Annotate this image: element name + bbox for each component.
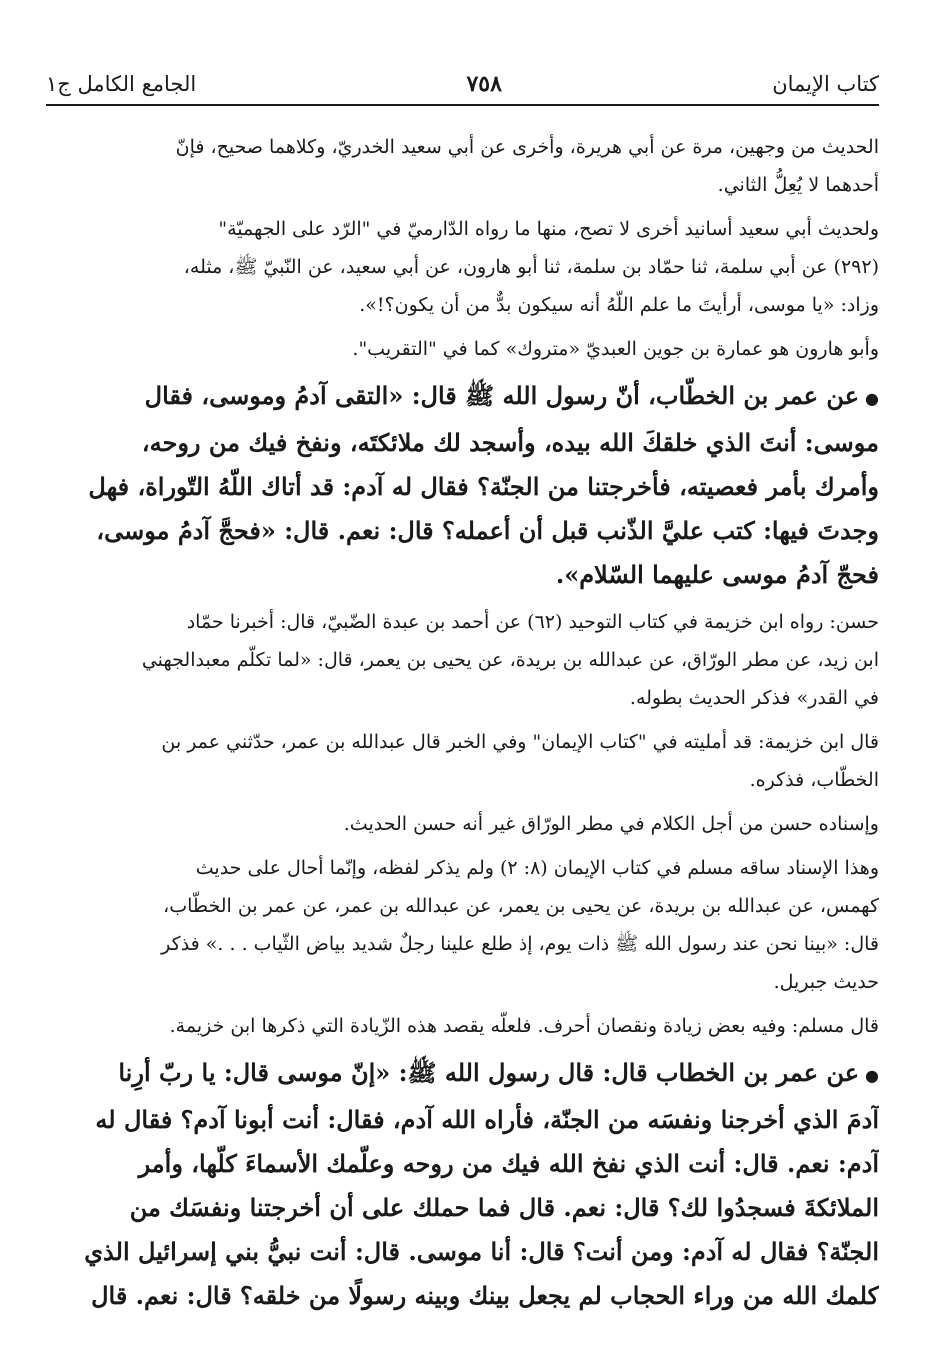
text-line (46, 887, 879, 925)
commentary-paragraph (46, 210, 879, 324)
commentary-paragraph (46, 723, 879, 799)
text-line (46, 1051, 879, 1098)
line-text: في القدر» فذكر الحديث بطوله. (629, 687, 879, 709)
page-body (46, 128, 879, 1324)
text-line (46, 248, 879, 286)
text-line (46, 925, 879, 963)
commentary-paragraph (46, 1007, 879, 1045)
line-text: كهمس، عن عبدالله بن بريدة، عن يحيى بن يعمر، عن عبدالله بن عمر، عن عمر بن الخطّاب، (163, 895, 879, 917)
volume-label: الجامع الكامل ج١ (46, 72, 197, 96)
text-line (46, 1142, 879, 1186)
line-text: عن عمر بن الخطاب قال: قال رسول الله ﷺ: «إنّ موسى قال: يا ربّ أرِنا (118, 1058, 860, 1087)
line-text: وإسناده حسن من أجل الكلام في مطر الورّاق غير أنه حسن الحديث. (343, 813, 879, 835)
text-line (46, 1007, 879, 1045)
bullet-icon: ● (865, 1066, 879, 1085)
line-text: (٢٩٢) عن أبي سلمة، ثنا حمّاد بن سلمة، ثنا أبو هارون، عن أبي سعيد، عن النّبيّ ﷺ، مثله، (183, 256, 879, 278)
text-line (46, 128, 879, 166)
book-title: كتاب الإيمان (772, 72, 879, 96)
text-line (46, 1274, 879, 1318)
text-line (46, 679, 879, 717)
text-line (46, 805, 879, 843)
commentary-paragraph (46, 330, 879, 368)
line-text: وزاد: «يا موسى، أرأيتَ ما علم اللّهُ أنه سيكون بدٌّ من أن يكون؟!». (359, 294, 879, 316)
line-text: آدمَ الذي أخرجنا ونفسَه من الجنّة، فأراه الله آدم، فقال: أنت أبونا آدم؟ فقال له (95, 1105, 879, 1134)
text-line (46, 421, 879, 465)
line-text: الخطّاب، فذكره. (749, 769, 879, 791)
line-text: حديث جبريل. (773, 971, 879, 993)
commentary-paragraph (46, 805, 879, 843)
hadith-paragraph (46, 374, 879, 597)
line-text: آدم: نعم. قال: أنت الذي نفخ الله فيك من روحه وعلّمك الأسماءَ كلّها، وأمر (138, 1149, 879, 1178)
text-line (46, 166, 879, 204)
text-line (46, 603, 879, 641)
text-line (46, 1098, 879, 1142)
line-text: كلمك الله من وراء الحجاب لم يجعل بينك وبينه رسولًا من خلقه؟ قال: نعم. قال (91, 1281, 879, 1310)
line-text: ابن زيد، عن مطر الورّاق، عن عبدالله بن بريدة، عن يحيى بن يعمر، قال: «لما تكلّم معبدالجهني (141, 649, 879, 671)
text-line (46, 509, 879, 553)
line-text: الجنّة؟ فقال له آدم: ومن أنت؟ قال: أنا موسى. قال: أنت نبيُّ بني إسرائيل الذي (84, 1237, 879, 1266)
line-text: قال: «بينا نحن عند رسول الله ﷺ ذات يوم، إذ طلع علينا رجلٌ شديد بياض الثّياب . . .» فذكر (161, 933, 879, 955)
line-text: فحجّ آدمُ موسى عليهما السّلام». (555, 560, 879, 589)
line-text: موسى: أنتَ الذي خلقكَ الله بيده، وأسجد لك ملائكتَه، ونفخ فيك من روحه، (141, 428, 879, 457)
line-text: وأمرك بأمر فعصيته، فأخرجتنا من الجنّة؟ فقال له آدم: قد أتاك اللّهُ التّوراة، فهل (88, 472, 879, 501)
text-line (46, 330, 879, 368)
text-line (46, 723, 879, 761)
commentary-paragraph (46, 603, 879, 717)
text-line (46, 286, 879, 324)
page-number: ٧٥٨ (466, 71, 502, 97)
text-line (46, 210, 879, 248)
commentary-paragraph (46, 849, 879, 1001)
line-text: قال ابن خزيمة: قد أمليته في "كتاب الإيمان" وفي الخبر قال عبدالله بن عمر، حدّثني عمر بن (161, 731, 879, 753)
line-text: وهذا الإسناد ساقه مسلم في كتاب الإيمان (٨: ٢) ولم يذكر لفظه، وإنّما أحال على حديث (195, 857, 879, 879)
line-text: حسن: رواه ابن خزيمة في كتاب التوحيد (٦٢) عن أحمد بن عبدة الضّبيّ، قال: أخبرنا حمّاد (186, 611, 879, 633)
line-text: قال مسلم: وفيه بعض زيادة ونقصان أحرف. فلعلّه يقصد هذه الزّيادة التي ذكرها ابن خزيمة. (169, 1015, 879, 1037)
text-line (46, 963, 879, 1001)
text-line (46, 1230, 879, 1274)
commentary-paragraph (46, 128, 879, 204)
text-line (46, 465, 879, 509)
line-text: وجدتَ فيها: كتب عليَّ الذّنب قبل أن أعمله؟ قال: نعم. قال: «فحجَّ آدمُ موسى، (96, 516, 879, 545)
line-text: الحديث من وجهين، مرة عن أبي هريرة، وأخرى عن أبي سعيد الخدريّ، وكلاهما صحيح، فإنّ (175, 136, 879, 158)
bullet-icon: ● (865, 389, 879, 408)
text-line (46, 641, 879, 679)
line-text: الملائكةَ فسجدُوا لك؟ قال: نعم. قال فما حملك على أن أخرجتنا ونفسَك من (129, 1193, 879, 1222)
line-text: عن عمر بن الخطّاب، أنّ رسول الله ﷺ قال: «التقى آدمُ وموسى، فقال (144, 381, 860, 410)
line-text: أحدهما لا يُعِلُّ الثاني. (717, 174, 879, 196)
text-line (46, 1186, 879, 1230)
text-line (46, 553, 879, 597)
page-header (46, 64, 879, 106)
text-line (46, 849, 879, 887)
text-line (46, 374, 879, 421)
line-text: وأبو هارون هو عمارة بن جوين العبديّ «متروك» كما في "التقريب". (352, 338, 879, 360)
hadith-paragraph (46, 1051, 879, 1318)
line-text: ولحديث أبي سعيد أسانيد أخرى لا تصح، منها ما رواه الدّارميّ في "الرّد على الجهميّة" (218, 218, 879, 240)
text-line (46, 761, 879, 799)
